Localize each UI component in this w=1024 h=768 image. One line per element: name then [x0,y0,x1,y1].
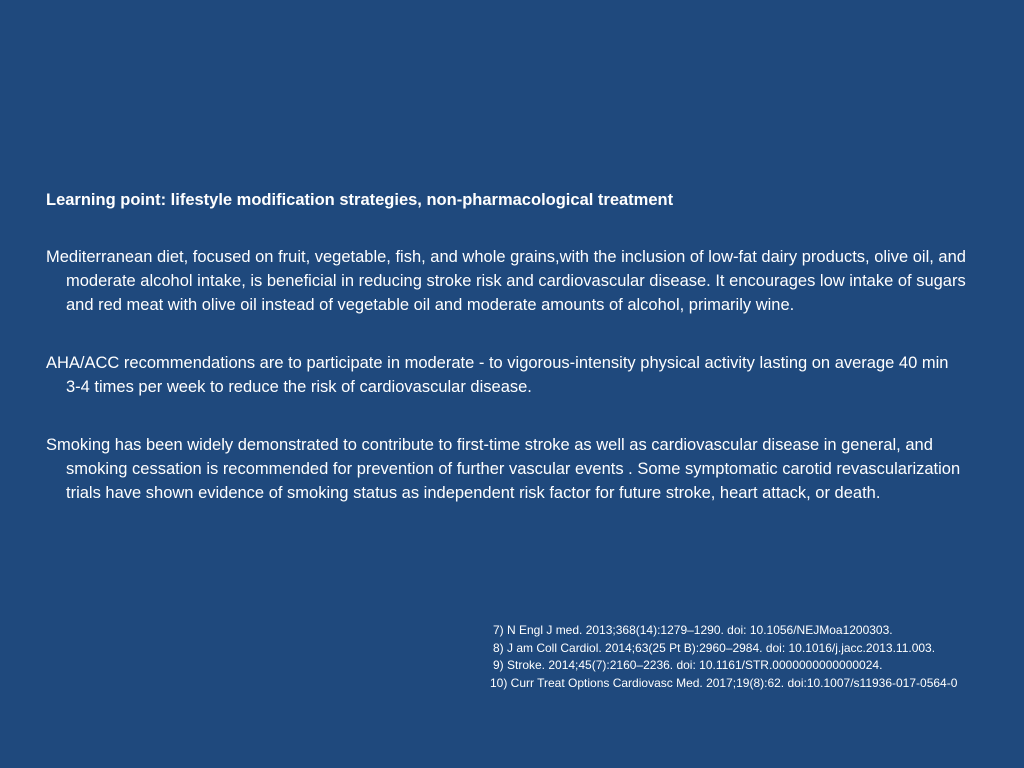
learning-point-heading: Learning point: lifestyle modification strategies, non-pharmacological treatment [46,191,674,209]
slide-content [46,188,966,539]
smoking-paragraph: Smoking has been widely demonstrated to contribute to first-time stroke as well as cardiovascular disease in general, and smoking cessation is recommended for prevention of further vascular events . Some symptomatic carotid revascularization trials have shown evidence of smoking status as independent risk factor for future stroke, heart attack, or death. [46,436,961,502]
references [490,622,980,692]
reference-item: 10) Curr Treat Options Cardiovasc Med. 2017;19(8):62. doi:10.1007/s11936-017-0564-0 [490,675,958,690]
physical-activity-paragraph: AHA/ACC recommendations are to participate in moderate - to vigorous-intensity physical activity lasting on average 40 min 3-4 times per week to reduce the risk of cardiovascular disease. [46,354,949,396]
mediterranean-diet-paragraph: Mediterranean diet, focused on fruit, vegetable, fish, and whole grains,with the inclusion of low-fat dairy products, olive oil, and moderate alcohol intake, is beneficial in reducing stroke risk and cardiovascular disease. It encourages low intake of sugars and red meat with olive oil instead of vegetable oil and moderate amounts of alcohol, primarily wine. [46,248,966,314]
reference-item: 7) N Engl J med. 2013;368(14):1279–1290. doi: 10.1056/NEJMoa1200303. [493,623,893,637]
reference-item: 9) Stroke. 2014;45(7):2160–2236. doi: 10.1161/STR.0000000000000024. [493,658,883,672]
reference-item: 8) J am Coll Cardiol. 2014;63(25 Pt B):2960–2984. doi: 10.1016/j.jacc.2013.11.003. [493,640,936,655]
